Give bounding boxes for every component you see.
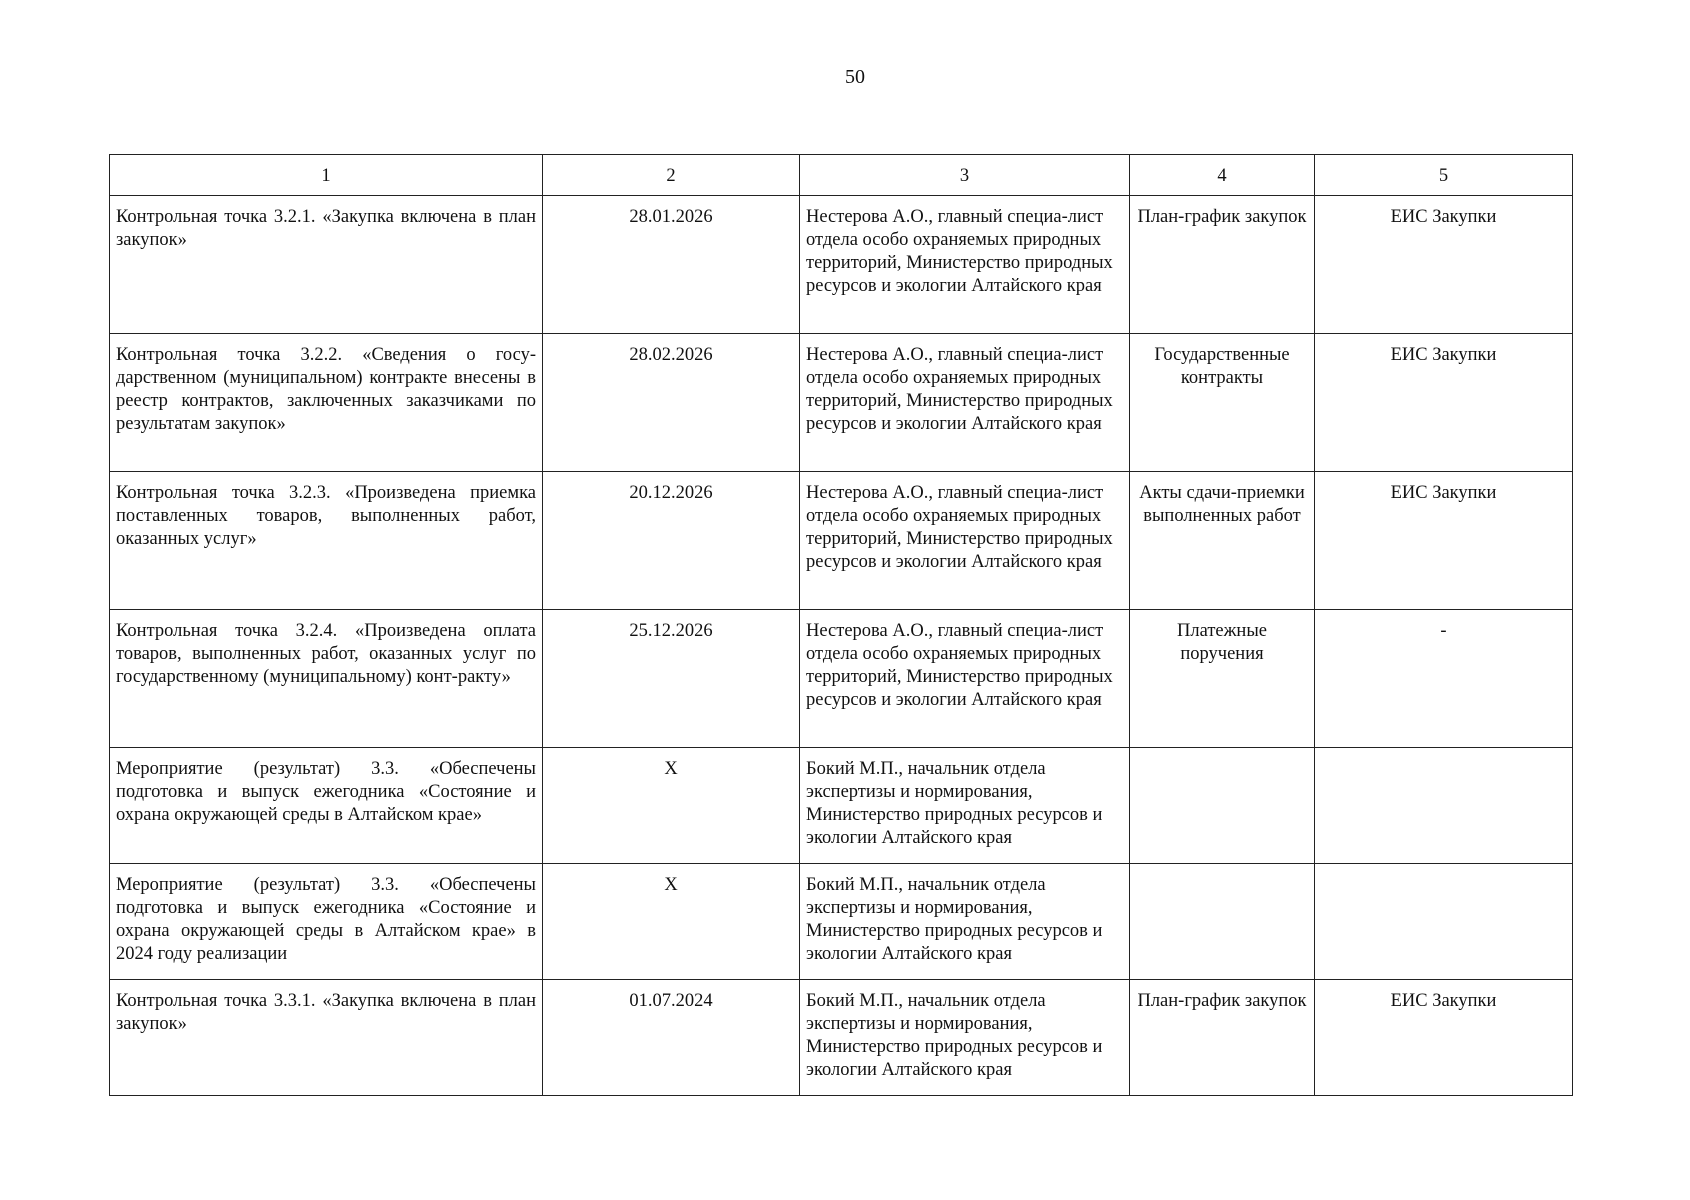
row-document-cell: План-график закупок (1130, 196, 1315, 334)
table-header-row (110, 155, 1573, 196)
row-document-cell: План-график закупок (1130, 980, 1315, 1096)
control-points-table (109, 154, 1573, 1096)
row-responsible-cell: Нестерова А.О., главный специа-лист отдела особо охраняемых природных территорий, Министерство природных ресурсов и экологии Алтайского края (800, 196, 1130, 334)
column-header: 1 (110, 155, 543, 196)
row-date-cell: 20.12.2026 (543, 472, 800, 610)
row-document-cell: Государственные контракты (1130, 334, 1315, 472)
row-responsible-cell: Нестерова А.О., главный специа-лист отдела особо охраняемых природных территорий, Министерство природных ресурсов и экологии Алтайского края (800, 472, 1130, 610)
table-row (110, 864, 1573, 980)
column-header: 5 (1315, 155, 1573, 196)
row-responsible-cell: Нестерова А.О., главный специа-лист отдела особо охраняемых природных территорий, Министерство природных ресурсов и экологии Алтайского края (800, 610, 1130, 748)
column-header: 4 (1130, 155, 1315, 196)
row-responsible-cell: Бокий М.П., начальник отдела экспертизы и нормирования, Министерство природных ресурсов и экологии Алтайского края (800, 980, 1130, 1096)
row-responsible-cell: Бокий М.П., начальник отдела экспертизы и нормирования, Министерство природных ресурсов и экологии Алтайского края (800, 864, 1130, 980)
row-name-cell: Мероприятие (результат) 3.3. «Обеспечены подготовка и выпуск ежегодника «Состояние и охрана окружающей среды в Алтайском крае» (110, 748, 543, 864)
row-system-cell: ЕИС Закупки (1315, 472, 1573, 610)
column-header: 3 (800, 155, 1130, 196)
row-system-cell: ЕИС Закупки (1315, 980, 1573, 1096)
row-responsible-cell: Бокий М.П., начальник отдела экспертизы и нормирования, Министерство природных ресурсов и экологии Алтайского края (800, 748, 1130, 864)
row-name-cell: Контрольная точка 3.2.4. «Произведена оплата товаров, выполненных работ, оказанных услуг по государственному (муниципальному) конт-ракту» (110, 610, 543, 748)
row-system-cell: - (1315, 610, 1573, 748)
row-name-cell: Контрольная точка 3.2.1. «Закупка включена в план закупок» (110, 196, 543, 334)
row-responsible-cell: Нестерова А.О., главный специа-лист отдела особо охраняемых природных территорий, Министерство природных ресурсов и экологии Алтайского края (800, 334, 1130, 472)
row-name-cell: Мероприятие (результат) 3.3. «Обеспечены подготовка и выпуск ежегодника «Состояние и охрана окружающей среды в Алтайском крае» в 2024 году реализации (110, 864, 543, 980)
row-date-cell: 01.07.2024 (543, 980, 800, 1096)
row-system-cell: ЕИС Закупки (1315, 334, 1573, 472)
row-document-cell: Платежные поручения (1130, 610, 1315, 748)
column-header: 2 (543, 155, 800, 196)
table-row (110, 472, 1573, 610)
row-date-cell: 28.01.2026 (543, 196, 800, 334)
row-system-cell: ЕИС Закупки (1315, 196, 1573, 334)
row-document-cell (1130, 748, 1315, 864)
row-system-cell (1315, 748, 1573, 864)
table-row (110, 980, 1573, 1096)
row-date-cell: X (543, 864, 800, 980)
table-row (110, 334, 1573, 472)
table-row (110, 748, 1573, 864)
row-name-cell: Контрольная точка 3.2.3. «Произведена приемка поставленных товаров, выполненных работ, оказанных услуг» (110, 472, 543, 610)
row-name-cell: Контрольная точка 3.2.2. «Сведения о госу-дарственном (муниципальном) контракте внесены в реестр контрактов, заключенных заказчиками по результатам закупок» (110, 334, 543, 472)
row-document-cell (1130, 864, 1315, 980)
table-row (110, 196, 1573, 334)
row-system-cell (1315, 864, 1573, 980)
row-date-cell: 25.12.2026 (543, 610, 800, 748)
row-document-cell: Акты сдачи-приемки выполненных работ (1130, 472, 1315, 610)
row-date-cell: 28.02.2026 (543, 334, 800, 472)
page-number: 50 (845, 66, 865, 88)
table-row (110, 610, 1573, 748)
row-name-cell: Контрольная точка 3.3.1. «Закупка включена в план закупок» (110, 980, 543, 1096)
row-date-cell: X (543, 748, 800, 864)
